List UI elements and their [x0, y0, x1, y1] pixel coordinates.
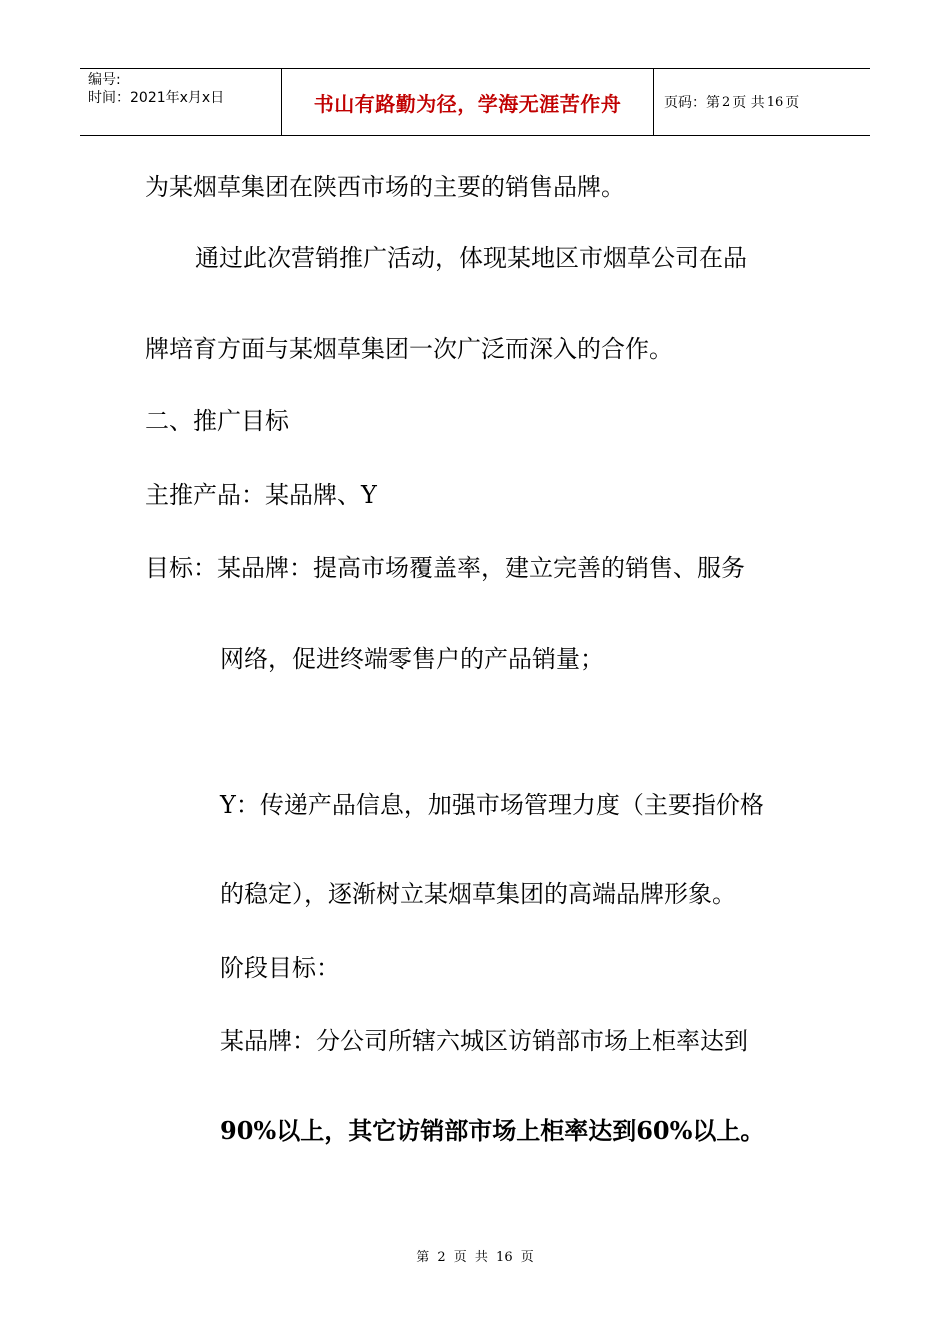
body-line: 主推产品：某品牌、Y: [145, 481, 377, 509]
page-suffix: 页: [785, 95, 800, 111]
body-line: 通过此次营销推广活动，体现某地区市烟草公司在品: [195, 244, 747, 272]
section-heading: 二、推广目标: [145, 407, 289, 435]
body-line: 某品牌：分公司所辖六城区访销部市场上柜率达到: [220, 1027, 748, 1055]
page-mid: 页 共: [732, 95, 765, 111]
body-line: 阶段目标：: [220, 954, 340, 982]
document-number-label: 编号:: [88, 72, 121, 88]
body-line: 牌培育方面与某烟草集团一次广泛而深入的合作。: [145, 335, 673, 363]
page-total: 16: [766, 94, 784, 110]
page-prefix: 页码：第: [664, 95, 720, 111]
body-line: 的稳定），逐渐树立某烟草集团的高端品牌形象。: [220, 880, 736, 908]
document-time-label: 时间：2021年x月x日: [88, 90, 225, 106]
body-line: 为某烟草集团在陕西市场的主要的销售品牌。: [145, 173, 625, 201]
header-page-info: [654, 69, 870, 135]
page-footer: 第 2 页 共 16 页: [416, 1250, 534, 1265]
body-line: Y：传递产品信息，加强市场管理力度（主要指价格: [220, 791, 764, 819]
page-current: 2: [722, 94, 731, 110]
header-meta-cell: [80, 69, 282, 135]
header-motto: 书山有路勤为径，学海无涯苦作舟: [282, 69, 654, 135]
page-header: [80, 68, 870, 136]
body-line: 网络，促进终端零售户的产品销量；: [220, 645, 604, 673]
body-line: 目标：某品牌：提高市场覆盖率，建立完善的销售、服务: [145, 554, 745, 582]
body-line: 90%以上，其它访销部市场上柜率达到60%以上。: [220, 1116, 765, 1145]
